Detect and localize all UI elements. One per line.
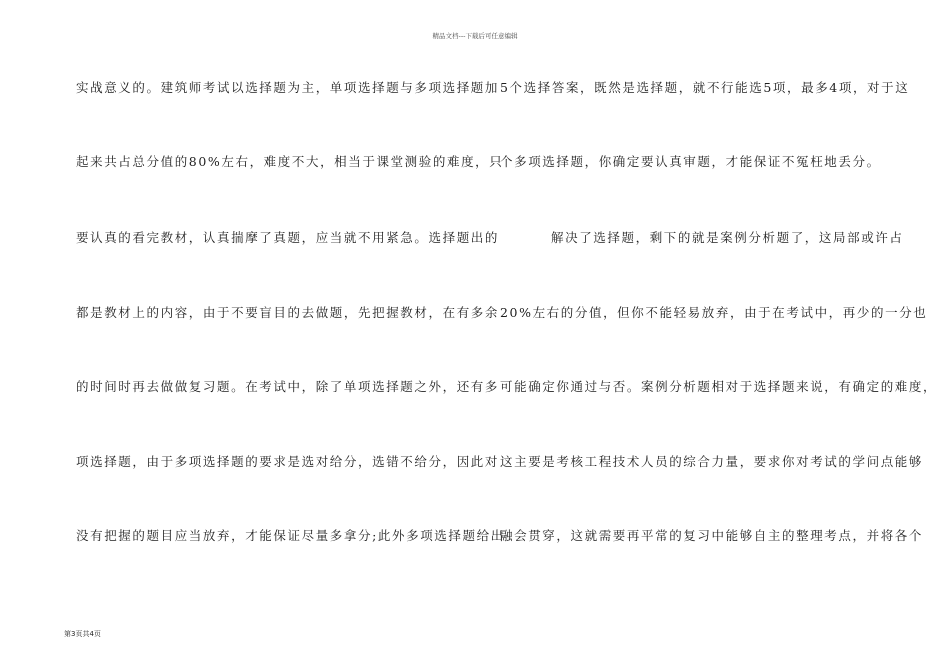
left-line-4: 都是教材上的内容，由于不要盲目的去做题，先把握教材，在有多余 [76, 305, 500, 320]
right-line-2: 个多项选择题，你确定要认真审题，才能保证不冤枉地丢分。 [500, 154, 881, 169]
left-line-5: 的时间时再去做做复习题。在考试中，除了单项选择题之外，还有多 [76, 379, 500, 394]
right-line-5: 可能确定你通过与否。案例分析题相对于选择题来说，有确定的难度， [500, 379, 938, 394]
right-line-7: 融会贯穿，这就需要再平常的复习中能够自主的整理考点，并将各个 [500, 528, 924, 543]
left-line-6: 项选择题，由于多项选择题的要求是选对给分，选错不给分，因此对 [76, 454, 500, 469]
right-line-1: 5个选择答案，既然是选择题，就不行能选5项，最多4项，对于这 [500, 80, 910, 95]
page-header: 精品文档---下载后可任意编辑 [432, 32, 518, 40]
right-line-4: 20%左右的分值，但你不能轻易放弃，由于在考试中，再少的一分也 [500, 305, 928, 320]
left-line-1: 实战意义的。建筑师考试以选择题为主，单项选择题与多项选择题加 [76, 80, 500, 95]
page-number: 第3页共4页 [64, 630, 101, 638]
right-line-3: 解决了选择题，剩下的就是案例分析题了，这局部或许占 [551, 230, 904, 245]
left-line-3: 要认真的看完教材，认真揣摩了真题，应当就不用紧急。选择题出的 [76, 230, 500, 245]
left-line-2: 起来共占总分值的80%左右，难度不大，相当于课堂测验的难度，只 [76, 154, 504, 169]
right-line-6: 这主要是考核工程技术人员的综合力量，要求你对考试的学问点能够 [500, 454, 924, 469]
left-line-7: 没有把握的题目应当放弃，才能保证尽量多拿分;此外多项选择题给出 [76, 528, 505, 543]
